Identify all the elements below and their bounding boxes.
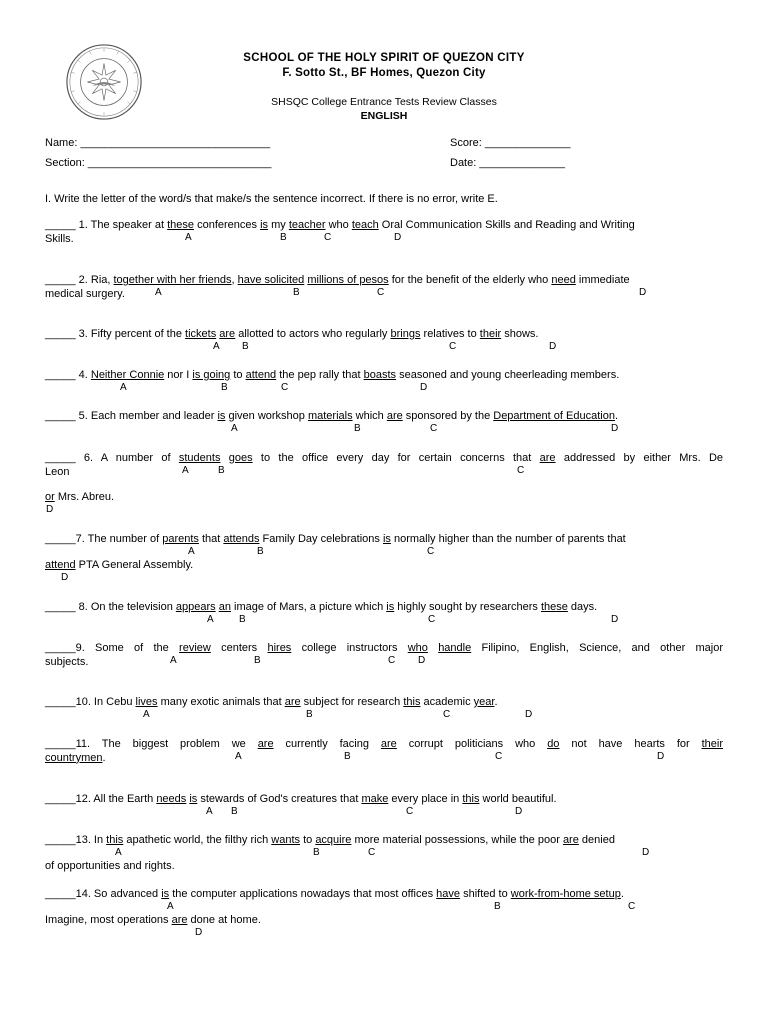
option-letters — [45, 232, 723, 245]
option-letter-c: C — [324, 231, 332, 243]
underlined-option: make — [361, 793, 389, 805]
option-letter-c: C — [449, 340, 457, 352]
underlined-option: review — [179, 642, 211, 654]
option-letter-c: C — [368, 846, 376, 858]
underlined-option: year — [473, 696, 495, 708]
option-letter-b: B — [306, 708, 313, 720]
subject-title: ENGLISH — [360, 110, 408, 122]
underlined-option: appears — [175, 601, 216, 613]
underlined-option: attend — [245, 369, 277, 381]
option-letter-c: C — [517, 464, 525, 476]
option-letter-d: D — [61, 571, 69, 583]
underlined-option: are — [257, 738, 274, 750]
option-letter-c: C — [388, 654, 396, 666]
option-letters — [45, 806, 723, 819]
option-letter-d: D — [515, 805, 523, 817]
option-letter-c: C — [495, 750, 503, 762]
school-name: SCHOOL OF THE HOLY SPIRIT OF QUEZON CITY — [243, 52, 525, 64]
underlined-option: are — [386, 410, 403, 422]
option-letter-d: D — [549, 340, 557, 352]
option-letters — [45, 655, 723, 668]
question-text-line: _____ 4. Neither Connie nor I is going to attend the pep rally that boasts seasoned and young cheerleading members. — [45, 369, 620, 381]
option-letter-b: B — [242, 340, 249, 352]
option-letter-d: D — [642, 846, 650, 858]
question-text-line: Imagine, most operations are done at home. — [45, 914, 261, 926]
option-letter-b: B — [354, 422, 361, 434]
option-letter-d: D — [525, 708, 533, 720]
underlined-option: goes — [228, 452, 253, 464]
underlined-option: boasts — [363, 369, 397, 381]
question-text-line: _____7. The number of parents that attends Family Day celebrations is normally higher than the number of parents that — [45, 533, 626, 545]
option-letter-a: A — [167, 900, 174, 912]
underlined-option: their — [701, 738, 723, 750]
question-text-line: _____ 8. On the television appears an image of Mars, a picture which is highly sought by researchers these days. — [45, 601, 598, 613]
option-letter-c: C — [628, 900, 636, 912]
underlined-option: parents — [162, 533, 199, 545]
option-letters — [45, 614, 723, 627]
option-letter-b: B — [344, 750, 351, 762]
option-letters — [45, 709, 723, 722]
underlined-option: are — [562, 834, 579, 846]
underlined-option: this — [106, 834, 124, 846]
underlined-option: students — [178, 452, 221, 464]
underlined-option: brings — [390, 328, 421, 340]
question-text-line: medical surgery. — [45, 287, 125, 300]
option-letter-c: C — [427, 545, 435, 557]
question-text-line: _____ 2. Ria, together with her friends, have solicited millions of pesos for the benefit of the elderly who need immediate — [45, 274, 630, 286]
option-letter-c: C — [406, 805, 414, 817]
underlined-option: materials — [307, 410, 353, 422]
name-field[interactable]: Name: _______________________________ — [45, 137, 271, 149]
score-field[interactable]: Score: ______________ — [450, 137, 571, 149]
option-letter-c: C — [428, 613, 436, 625]
option-letter-c: C — [430, 422, 438, 434]
question-text-line: _____14. So advanced is the computer applications nowadays that most offices have shifted to work-from-home setup. — [45, 888, 624, 900]
option-letter-b: B — [257, 545, 264, 557]
option-letter-b: B — [494, 900, 501, 912]
underlined-option: have solicited — [237, 274, 305, 286]
underlined-option: are — [171, 914, 188, 926]
option-letters — [45, 341, 723, 354]
underlined-option: is — [386, 601, 395, 613]
option-letter-d: D — [657, 750, 665, 762]
option-letter-d: D — [394, 231, 402, 243]
underlined-option: are — [284, 696, 301, 708]
instructions: I. Write the letter of the word/s that make/s the sentence incorrect. If there is no error, write E. — [45, 193, 498, 205]
option-letter-d: D — [611, 613, 619, 625]
option-letter-a: A — [143, 708, 150, 720]
question-text-line: _____ 3. Fifty percent of the tickets are allotted to actors who regularly brings relatives to their shows. — [45, 328, 539, 340]
underlined-option: teacher — [288, 219, 326, 231]
option-letter-b: B — [221, 381, 228, 393]
section-field[interactable]: Section: ______________________________ — [45, 157, 272, 169]
option-letters — [45, 423, 723, 436]
option-letters — [45, 382, 723, 395]
question-text-line: _____ 1. The speaker at these conferences is my teacher who teach Oral Communication Skills and Reading and Writing — [45, 219, 635, 231]
option-letter-d: D — [195, 926, 203, 938]
option-letter-b: B — [280, 231, 287, 243]
underlined-option: teach — [351, 219, 379, 231]
underlined-option: tickets — [185, 328, 217, 340]
underlined-option: is — [217, 410, 226, 422]
question-text-line: subjects. — [45, 655, 89, 668]
option-letter-d: D — [46, 503, 54, 515]
underlined-option: is — [382, 533, 391, 545]
underlined-option: together with her friends — [113, 274, 232, 286]
option-letter-a: A — [185, 231, 192, 243]
underlined-option: acquire — [315, 834, 352, 846]
option-letter-b: B — [239, 613, 246, 625]
underlined-option: is — [189, 793, 198, 805]
question-text-line: attend PTA General Assembly. — [45, 559, 194, 571]
underlined-option: are — [219, 328, 236, 340]
underlined-option: have — [436, 888, 461, 900]
option-letter-a: A — [120, 381, 127, 393]
underlined-option: attends — [223, 533, 260, 545]
option-letter-a: A — [207, 613, 214, 625]
question-text-line: _____ 6. A number of students goes to the office every day for certain concerns that are addressed by either Mrs. De — [45, 452, 724, 464]
option-letter-d: D — [639, 286, 647, 298]
underlined-option: need — [551, 274, 576, 286]
underlined-option: do — [547, 738, 560, 750]
question-text-line: _____ 5. Each member and leader is given workshop materials which are sponsored by the Department of Education. — [45, 410, 618, 422]
option-letter-c: C — [443, 708, 451, 720]
underlined-option: attend — [45, 559, 76, 571]
school-address: F. Sotto St., BF Homes, Quezon City — [282, 67, 486, 79]
option-letter-b: B — [218, 464, 225, 476]
underlined-option: or — [45, 491, 55, 503]
option-letter-a: A — [231, 422, 238, 434]
option-letter-a: A — [155, 286, 162, 298]
underlined-option: are — [539, 452, 556, 464]
option-letter-b: B — [231, 805, 238, 817]
option-letter-d: D — [611, 422, 619, 434]
underlined-option: an — [218, 601, 231, 613]
question-text-line: Skills. — [45, 232, 74, 245]
option-letters — [45, 546, 723, 559]
underlined-option: their — [479, 328, 502, 340]
option-letters — [45, 504, 723, 517]
question-text-line: countrymen. — [45, 751, 106, 764]
question-text-line: _____9. Some of the review centers hires college instructors who handle Filipino, English, Science, and other major — [45, 642, 724, 654]
underlined-option: this — [462, 793, 480, 805]
option-letters — [45, 901, 723, 914]
question-text-line: _____11. The biggest problem we are currently facing are corrupt politicians who do not have hearts for their — [45, 738, 723, 750]
option-letters — [45, 847, 723, 860]
underlined-option: these — [540, 601, 568, 613]
date-field[interactable]: Date: ______________ — [450, 157, 565, 169]
underlined-option: who — [407, 642, 428, 654]
option-letter-a: A — [206, 805, 213, 817]
underlined-option: handle — [438, 642, 472, 654]
option-letter-a: A — [182, 464, 189, 476]
option-letters — [45, 465, 723, 478]
underlined-option: millions of pesos — [307, 274, 389, 286]
underlined-option: these — [167, 219, 195, 231]
option-letter-d: D — [418, 654, 426, 666]
option-letter-b: B — [293, 286, 300, 298]
question-text-line: of opportunities and rights. — [45, 860, 175, 872]
option-letter-a: A — [235, 750, 242, 762]
question-text-line: _____10. In Cebu lives many exotic animals that are subject for research this academic year. — [45, 696, 498, 708]
question-text-line: Leon — [45, 465, 70, 478]
underlined-option: hires — [267, 642, 292, 654]
underlined-option: are — [380, 738, 397, 750]
underlined-option: is going — [192, 369, 231, 381]
underlined-option: Department of Education — [493, 410, 615, 422]
underlined-option: Neither Connie — [90, 369, 165, 381]
underlined-option: work-from-home setup — [510, 888, 621, 900]
underlined-option: countrymen — [45, 751, 103, 764]
underlined-option: wants — [271, 834, 301, 846]
option-letter-a: A — [170, 654, 177, 666]
option-letter-c: C — [281, 381, 289, 393]
option-letter-d: D — [420, 381, 428, 393]
underlined-option: needs — [156, 793, 187, 805]
underlined-option: this — [403, 696, 421, 708]
question-text-line: or Mrs. Abreu. — [45, 491, 115, 503]
option-letters — [45, 572, 723, 585]
option-letter-b: B — [313, 846, 320, 858]
option-letter-b: B — [254, 654, 261, 666]
question-text-line: _____13. In this apathetic world, the filthy rich wants to acquire more material possessions, while the poor are denied — [45, 834, 615, 846]
question-text-line: _____12. All the Earth needs is stewards of God's creatures that make every place in this world beautiful. — [45, 793, 557, 805]
option-letters — [45, 287, 723, 300]
option-letter-a: A — [213, 340, 220, 352]
option-letter-a: A — [115, 846, 122, 858]
option-letter-a: A — [188, 545, 195, 557]
option-letters — [45, 927, 723, 940]
review-title: SHSQC College Entrance Tests Review Classes — [271, 96, 497, 108]
underlined-option: is — [161, 888, 170, 900]
option-letter-c: C — [377, 286, 385, 298]
underlined-option: lives — [135, 696, 158, 708]
option-letters — [45, 751, 723, 764]
underlined-option: is — [260, 219, 269, 231]
